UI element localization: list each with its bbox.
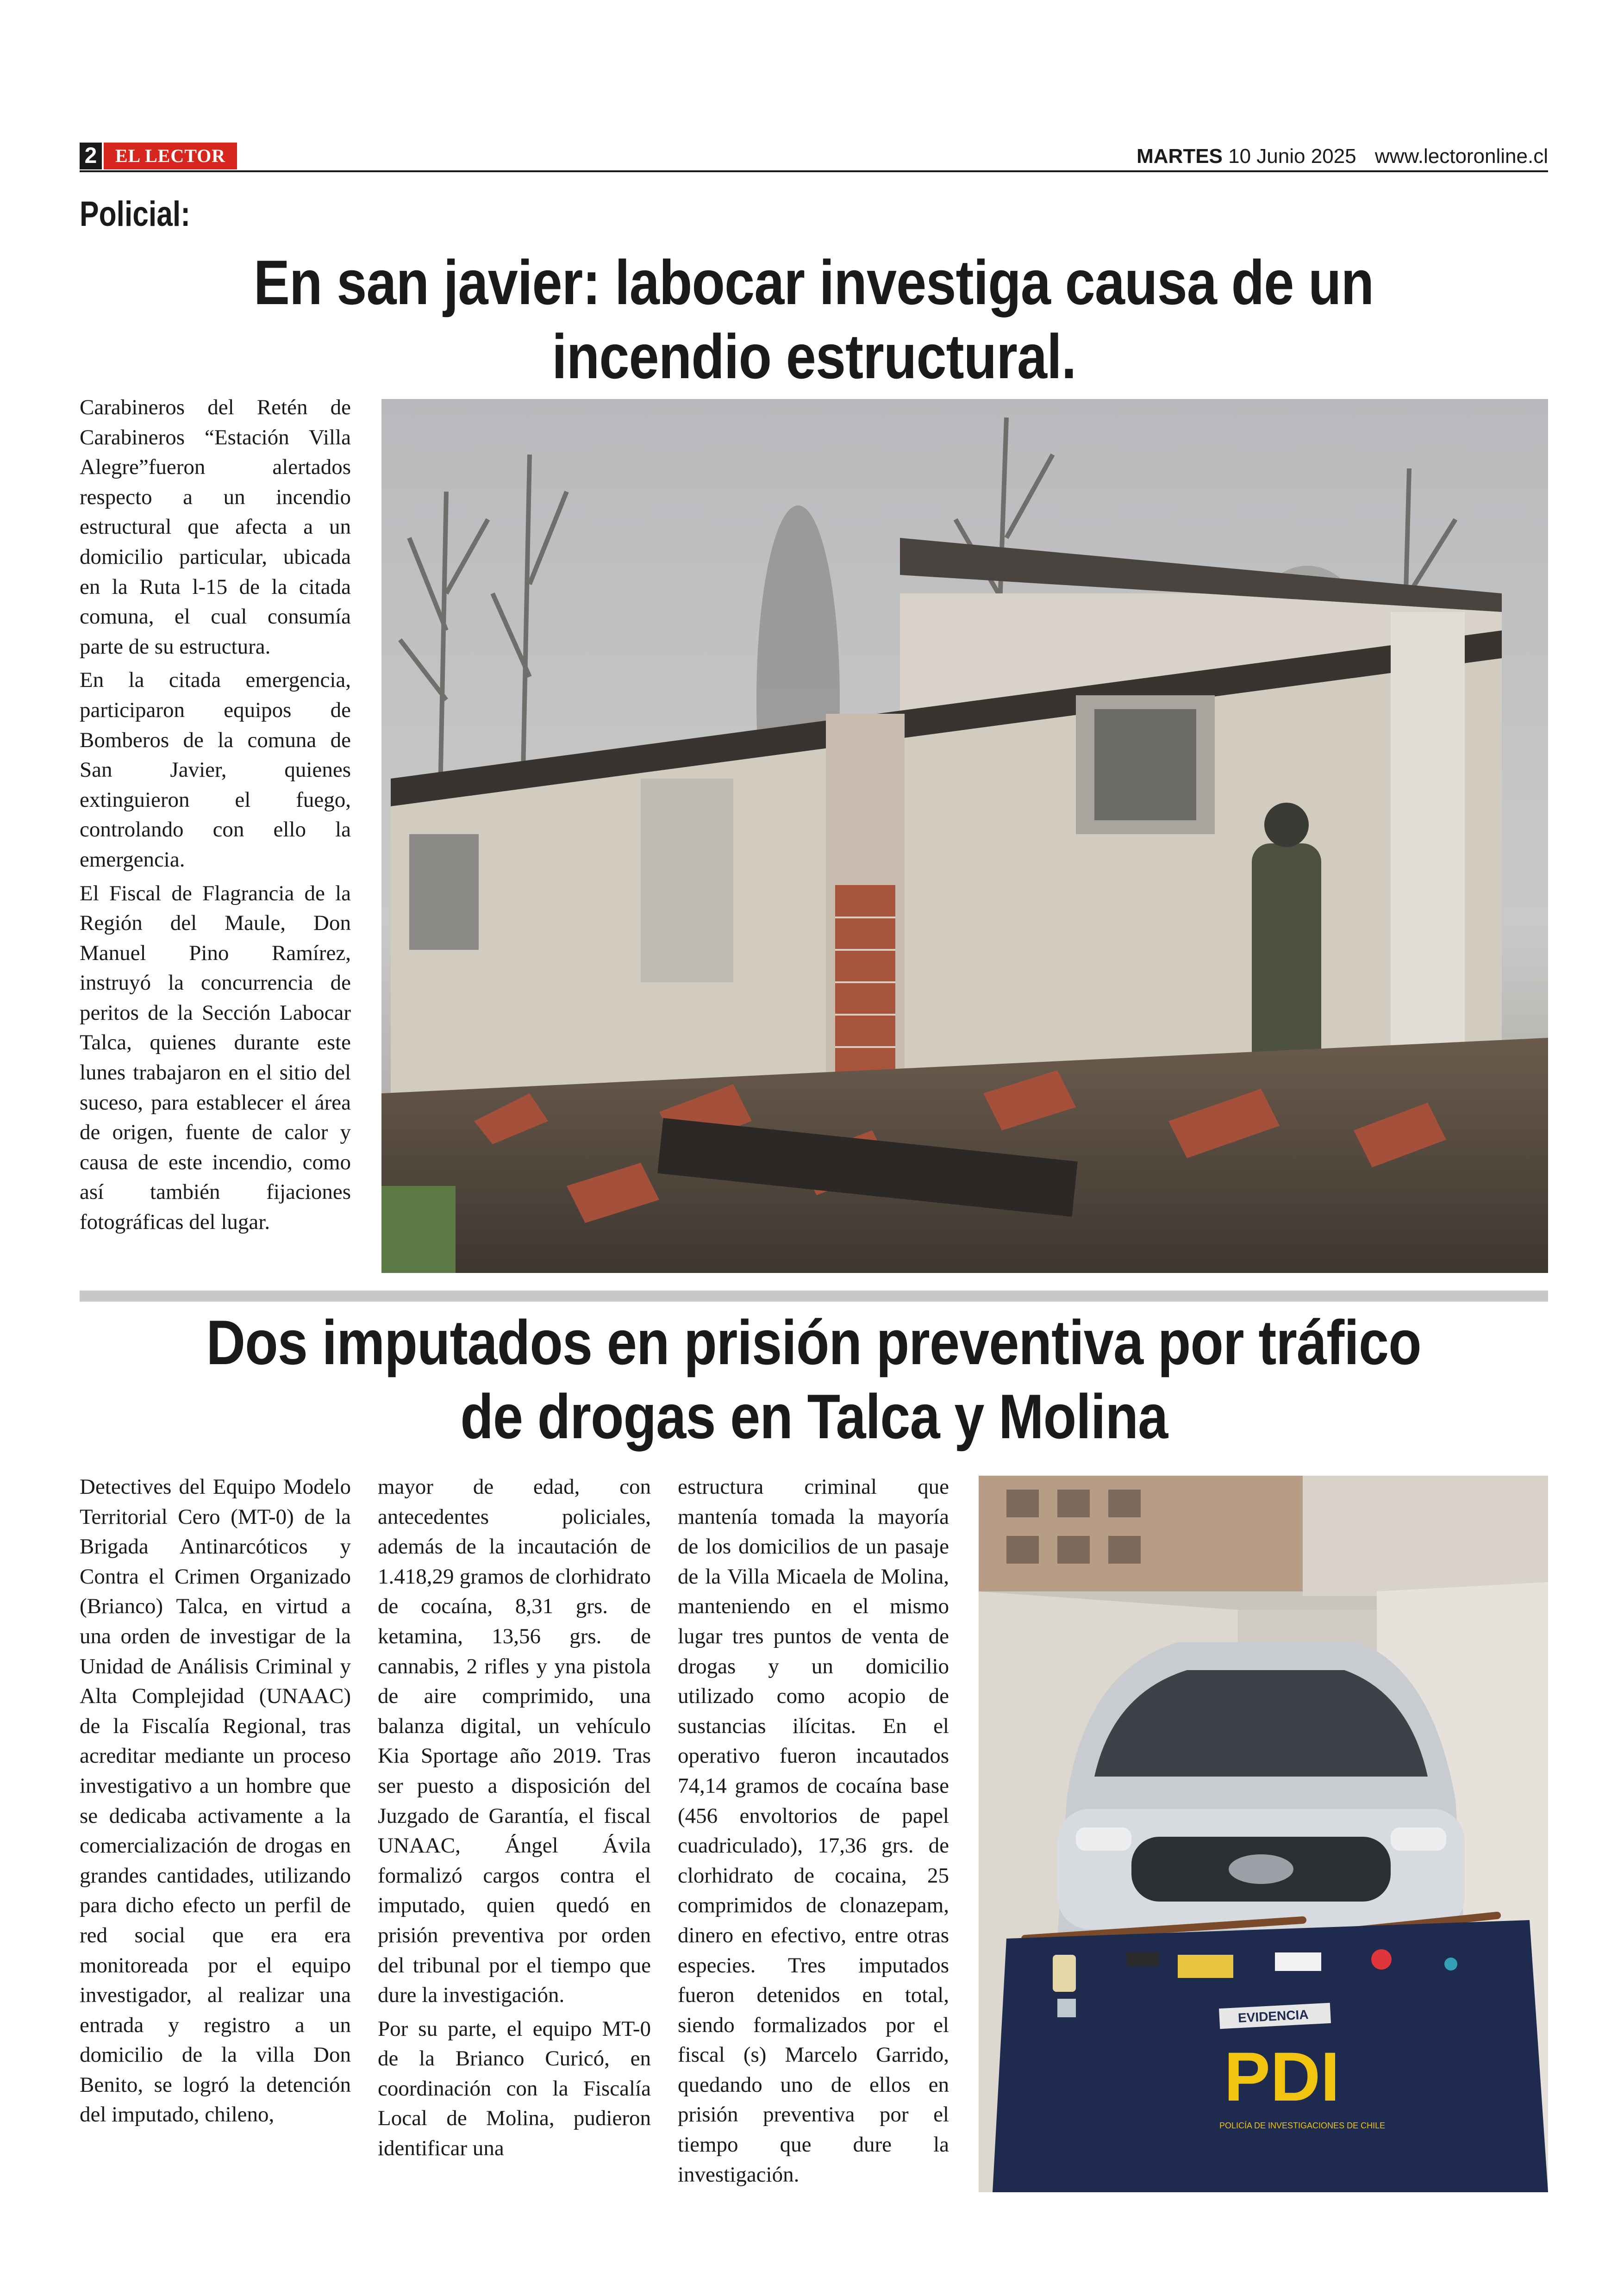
article2-paragraph: estructura criminal que mantenía tomada la mayoría de los domicilios de un pasaje de la Villa Micaela de Molina, manteniendo en el mismo lugar tres puntos de venta de drogas y un domicilio utilizado como acopio de sustancias ilícitas. En el operativo fueron incautados 74,14 gramos de cocaína base (456 envoltorios de papel cuadriculado), 17,36 grs. de clorhidrato de cocaina, 25 comprimidos de clonazepam, dinero en efectivo, entre otras especies. Tres imputados fueron detenidos en total, siendo formalizados por el fiscal (s) Marcelo Garrido, quedando uno de ellos en prisión preventiva por el tiempo que dure la investigación.: [678, 1475, 949, 2187]
issue-date-line: [1137, 143, 1548, 169]
section-label: Policial:: [80, 194, 190, 234]
article2-paragraph: Detectives del Equipo Modelo Territorial Cero (MT-0) de la Brigada Antinarcóticos y Contra el Crimen Organizado (Brianco) Talca, en virtud a una orden de investigar de la Unidad de Análisis Criminal y Alta Complejidad (UNAAC) de la Fiscalía Regional, tras acreditar mediante un proceso investigativo a un hombre que se dedicaba activamente a la comercialización de drogas en grandes cantidades, utilizando para dicho efecto un perfil de red social que era era monitoreada por el equipo investigador, al realizar una entrada y registro a un domicilio de la villa Don Benito, se logró la detención del imputado, chileno,: [80, 1475, 351, 2127]
article1-paragraph: Carabineros del Retén de Carabineros “Estación Villa Alegre”fueron alertados respecto a un incendio estructural que afecta a un domicilio particular, ubicada en la Ruta l-15 de la citada comuna, el cual consumía parte de su estructura.: [80, 395, 351, 659]
seized-evidence-photo: [979, 1476, 1548, 2192]
issue-date: 10 Junio 2025: [1228, 145, 1356, 168]
article2-paragraph: mayor de edad, con antecedentes policiales, además de la incautación de 1.418,29 gramos de clorhidrato de cocaína, 8,31 grs. de ketamina, 13,56 grs. de cannabis, 2 rifles y yna pistola de aire comprimido, una balanza digital, un vehículo Kia Sportage año 2019. Tras ser puesto a disposición del Juzgado de Garantía, el fiscal UNAAC, Ángel Ávila formalizó cargos contra el imputado, quien quedó en prisión preventiva por orden del tribunal por el tiempo que dure la investigación.: [378, 1475, 651, 2008]
article2-column-2: [378, 1472, 651, 2167]
article2-column-3: [678, 1472, 949, 2193]
article1-paragraph: En la citada emergencia, participaron equipos de Bomberos de la comuna de San Javier, quienes extinguieron el fuego, controlando con ello la emergencia.: [80, 668, 351, 872]
page-header: [80, 139, 1548, 171]
article1-paragraph: El Fiscal de Flagrancia de la Región del Maule, Don Manuel Pino Ramírez, instruyó la concurrencia de peritos de la Sección Labocar Talca, quienes durante este lunes trabajaron en el sitio del suceso, para establecer el área de origen, fuente de calor y causa de este incendio, como así también fijaciones fotográficas del lugar.: [80, 881, 351, 1235]
article2-headline: [80, 1305, 1548, 1453]
weekday: MARTES: [1137, 145, 1223, 168]
pdi-tablecloth-caption: POLICÍA DE INVESTIGACIONES DE CHILE: [1219, 2121, 1386, 2130]
article1-headline: [80, 245, 1548, 393]
article1-headline-line1: En san javier: labocar investiga causa de un: [254, 247, 1374, 318]
newspaper-logo: EL LECTOR: [104, 143, 237, 169]
website-link[interactable]: www.lectoronline.cl: [1374, 145, 1548, 168]
pdi-logo-text: PDI: [1224, 2038, 1340, 2115]
article1-body: [80, 393, 351, 1241]
header-rule: [80, 170, 1548, 172]
article-divider: [80, 1291, 1548, 1302]
article2-column-1: [80, 1472, 351, 2133]
article2-paragraph: Por su parte, el equipo MT-0 de la Brianco Curicó, en coordinación con la Fiscalía Local de Molina, pudieron identificar una: [378, 2016, 651, 2161]
article2-headline-line1: Dos imputados en prisión preventiva por tráfico: [206, 1307, 1422, 1378]
fire-damaged-house-photo: [381, 399, 1548, 1273]
page-number: 2: [80, 143, 102, 169]
article2-headline-line2: de drogas en Talca y Molina: [460, 1381, 1168, 1452]
article1-headline-line2: incendio estructural.: [551, 321, 1076, 392]
evidence-tag-text: EVIDENCIA: [1237, 2007, 1309, 2026]
